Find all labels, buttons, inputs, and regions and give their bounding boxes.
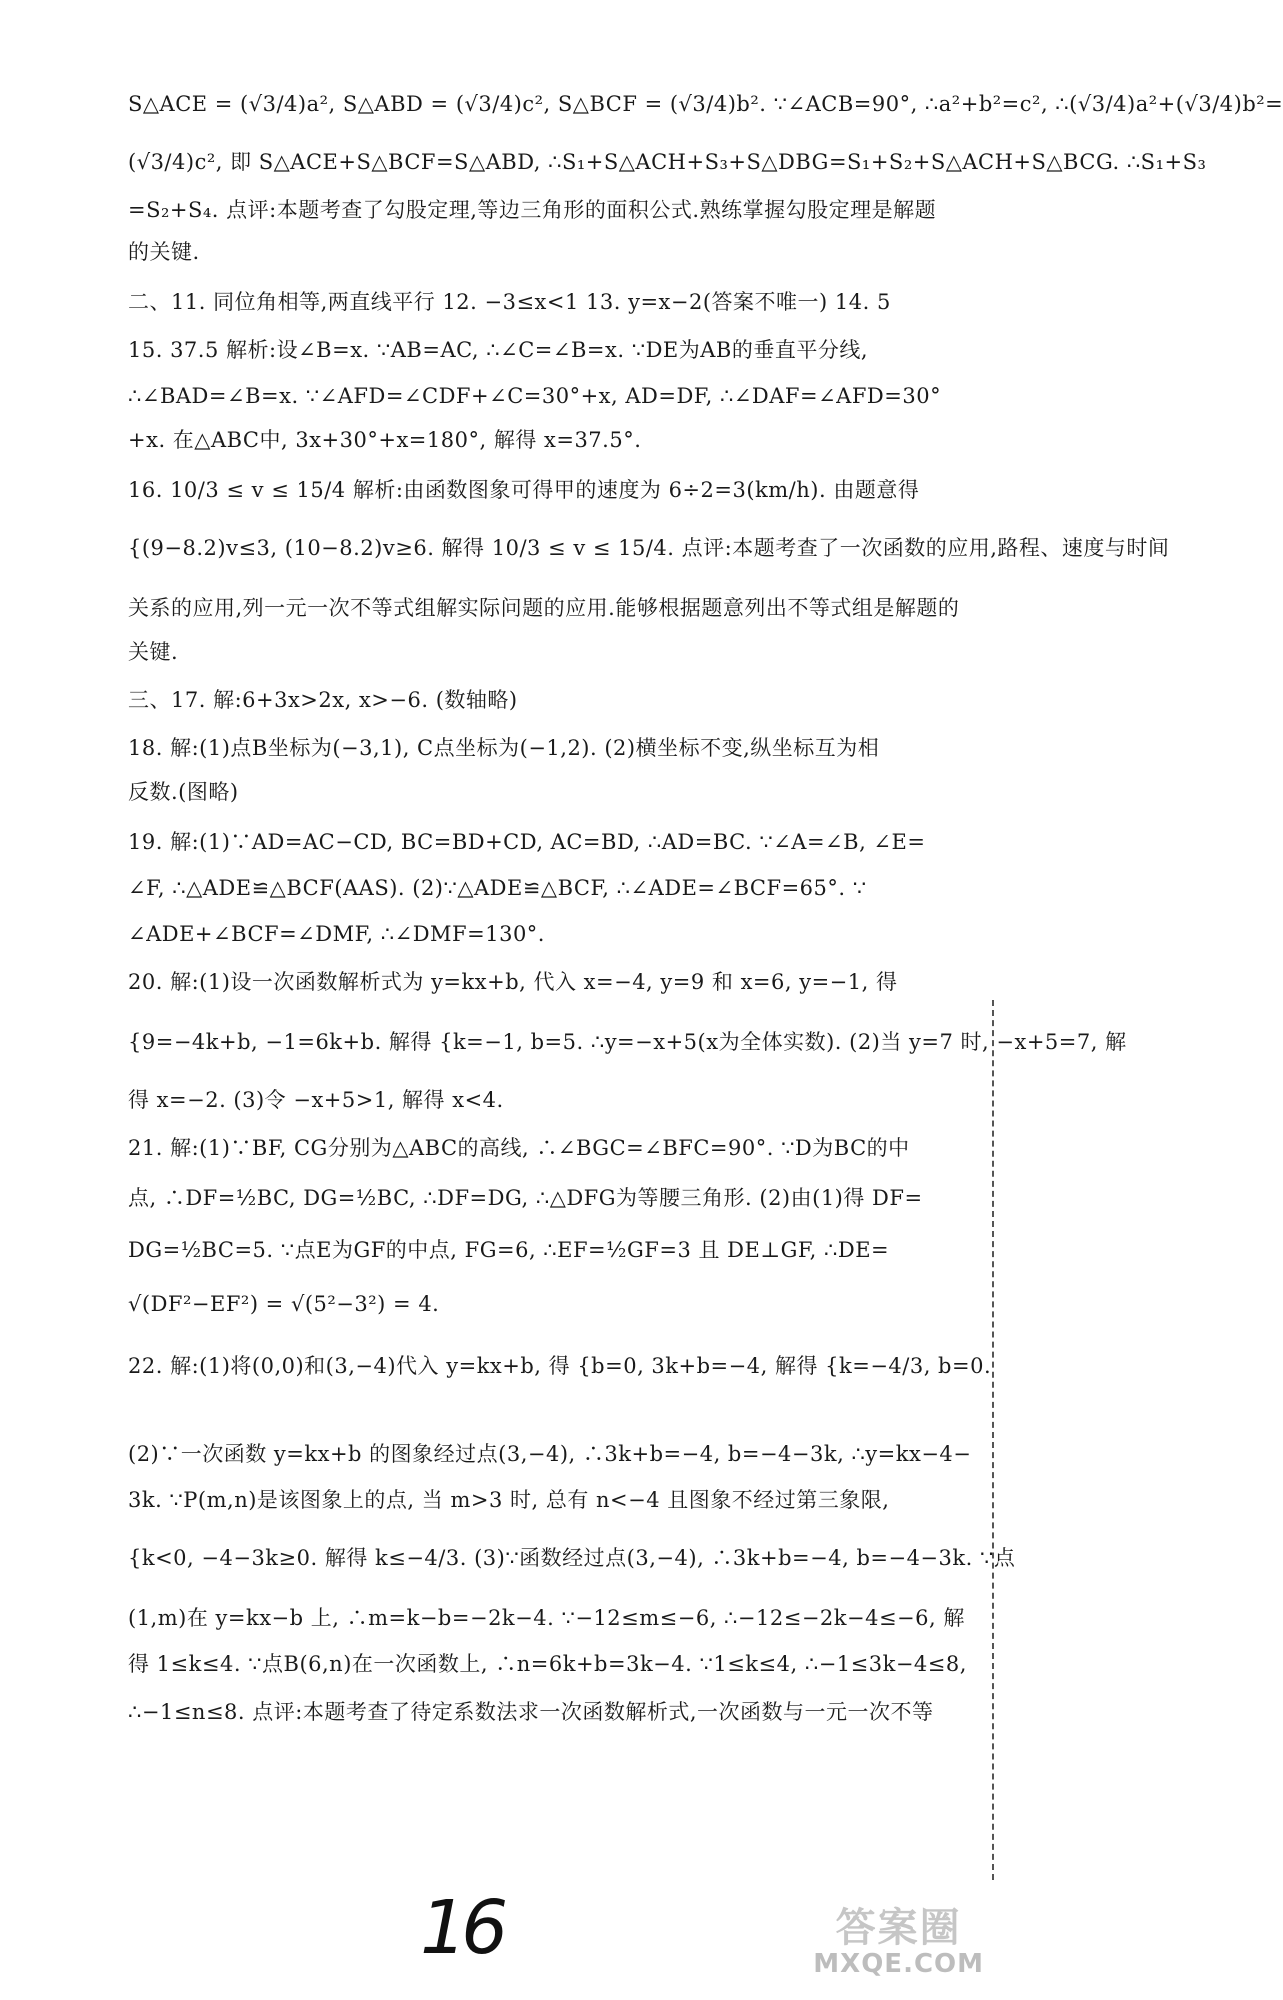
watermark <box>813 1906 984 1978</box>
text-line: {9=−4k+b, −1=6k+b. 解得 {k=−1, b=5. ∴y=−x+5(x为全体实数). (2)当 y=7 时, −x+5=7, 解 <box>128 1030 1127 1054</box>
text-line: 21. 解:(1)∵BF, CG分别为△ABC的高线, ∴∠BGC=∠BFC=90°. ∵D为BC的中 <box>128 1136 910 1160</box>
text-line: 20. 解:(1)设一次函数解析式为 y=kx+b, 代入 x=−4, y=9 和 x=6, y=−1, 得 <box>128 970 898 994</box>
text-line: 得 1≤k≤4. ∵点B(6,n)在一次函数上, ∴n=6k+b=3k−4. ∵1≤k≤4, ∴−1≤3k−4≤8, <box>128 1652 967 1676</box>
binding-edge-dashed-line <box>992 1000 994 1880</box>
text-line: (1,m)在 y=kx−b 上, ∴m=k−b=−2k−4. ∵−12≤m≤−6, ∴−12≤−2k−4≤−6, 解 <box>128 1606 965 1630</box>
text-line: ∠F, ∴△ADE≌△BCF(AAS). (2)∵△ADE≌△BCF, ∴∠ADE=∠BCF=65°. ∵ <box>128 876 867 900</box>
handwritten-page-number: 16 <box>420 1885 503 1971</box>
text-line: {k<0, −4−3k≥0. 解得 k≤−4/3. (3)∵函数经过点(3,−4), ∴3k+b=−4, b=−4−3k. ∵点 <box>128 1546 1016 1570</box>
text-line: 15. 37.5 解析:设∠B=x. ∵AB=AC, ∴∠C=∠B=x. ∵DE为AB的垂直平分线, <box>128 338 869 362</box>
text-line: =S₂+S₄. 点评:本题考查了勾股定理,等边三角形的面积公式.熟练掌握勾股定理是解题 <box>128 198 937 222</box>
text-line: 18. 解:(1)点B坐标为(−3,1), C点坐标为(−1,2). (2)横坐标不变,纵坐标互为相 <box>128 736 880 760</box>
text-line: +x. 在△ABC中, 3x+30°+x=180°, 解得 x=37.5°. <box>128 428 642 452</box>
text-line: 得 x=−2. (3)令 −x+5>1, 解得 x<4. <box>128 1088 504 1112</box>
text-line: 19. 解:(1)∵AD=AC−CD, BC=BD+CD, AC=BD, ∴AD=BC. ∵∠A=∠B, ∠E= <box>128 830 926 854</box>
text-line: 三、17. 解:6+3x>2x, x>−6. (数轴略) <box>128 688 518 712</box>
text-line: 22. 解:(1)将(0,0)和(3,−4)代入 y=kx+b, 得 {b=0, 3k+b=−4, 解得 {k=−4/3, b=0. <box>128 1354 992 1378</box>
watermark-logo: 答案圈 <box>835 1905 962 1951</box>
text-line: (√3/4)c², 即 S△ACE+S△BCF=S△ABD, ∴S₁+S△ACH+S₃+S△DBG=S₁+S₂+S△ACH+S△BCG. ∴S₁+S₃ <box>128 150 1207 174</box>
text-line: 二、11. 同位角相等,两直线平行 12. −3≤x<1 13. y=x−2(答案不唯一) 14. 5 <box>128 290 891 314</box>
text-line: ∠ADE+∠BCF=∠DMF, ∴∠DMF=130°. <box>128 922 545 946</box>
text-line: {(9−8.2)v≤3, (10−8.2)v≥6. 解得 10/3 ≤ v ≤ 15/4. 点评:本题考查了一次函数的应用,路程、速度与时间 <box>128 536 1170 560</box>
text-line: DG=½BC=5. ∵点E为GF的中点, FG=6, ∴EF=½GF=3 且 DE⊥GF, ∴DE= <box>128 1238 890 1262</box>
watermark-url: MXQE.COM <box>813 1949 984 1979</box>
text-line: √(DF²−EF²) = √(5²−3²) = 4. <box>128 1292 440 1316</box>
text-line: 反数.(图略) <box>128 780 239 804</box>
text-line: ∴−1≤n≤8. 点评:本题考查了待定系数法求一次函数解析式,一次函数与一元一次不等 <box>128 1700 934 1724</box>
text-line: 16. 10/3 ≤ v ≤ 15/4 解析:由函数图象可得甲的速度为 6÷2=3(km/h). 由题意得 <box>128 478 920 502</box>
text-line: 3k. ∵P(m,n)是该图象上的点, 当 m>3 时, 总有 n<−4 且图象不经过第三象限, <box>128 1488 890 1512</box>
text-line: 关系的应用,列一元一次不等式组解实际问题的应用.能够根据题意列出不等式组是解题的 <box>128 596 960 620</box>
text-line: (2)∵一次函数 y=kx+b 的图象经过点(3,−4), ∴3k+b=−4, b=−4−3k, ∴y=kx−4− <box>128 1442 972 1466</box>
text-line: S△ACE = (√3/4)a², S△ABD = (√3/4)c², S△BCF = (√3/4)b². ∵∠ACB=90°, ∴a²+b²=c², ∴(√3/4)a²+(√3/4)b²= <box>128 92 1283 116</box>
text-line: 的关键. <box>128 240 200 264</box>
text-line: 关键. <box>128 640 179 664</box>
text-line: ∴∠BAD=∠B=x. ∵∠AFD=∠CDF+∠C=30°+x, AD=DF, ∴∠DAF=∠AFD=30° <box>128 384 942 408</box>
text-line: 点, ∴DF=½BC, DG=½BC, ∴DF=DG, ∴△DFG为等腰三角形. (2)由(1)得 DF= <box>128 1186 923 1210</box>
